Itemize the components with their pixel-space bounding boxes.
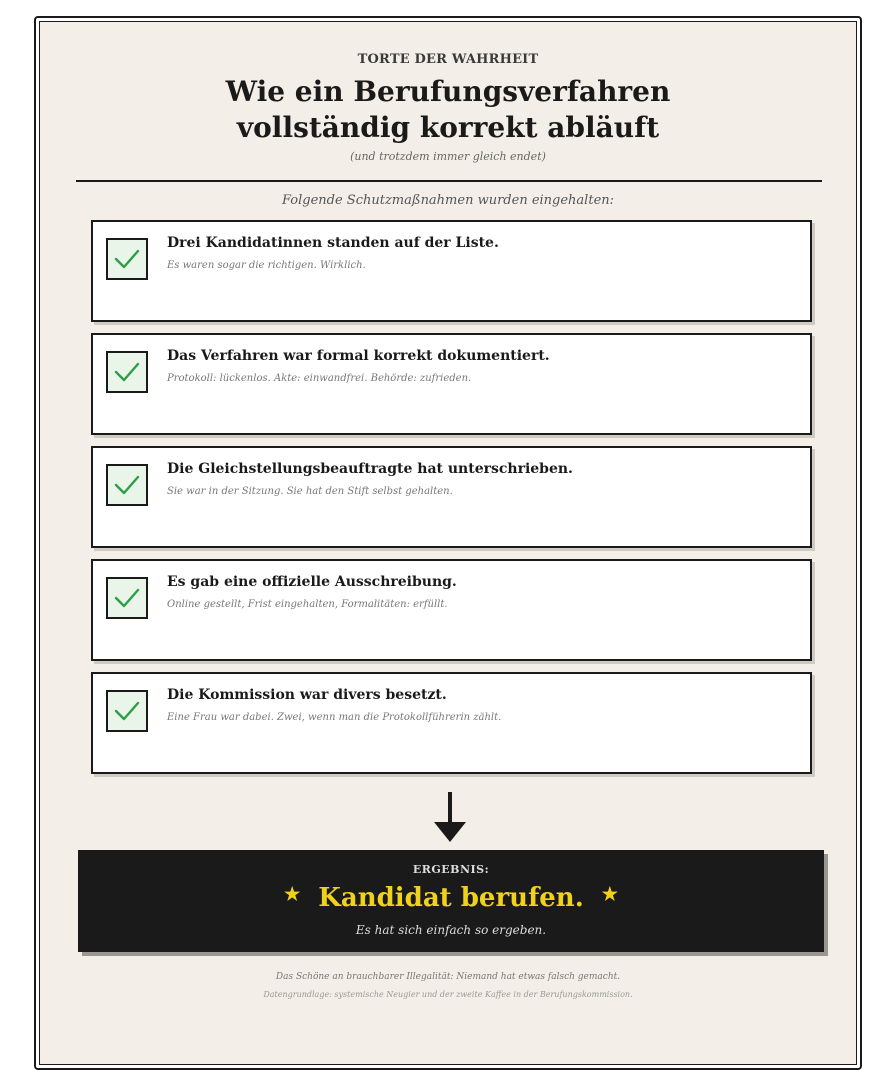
checklist-item [91,672,812,774]
result-headline-row [78,883,824,913]
page-subtitle: (und trotzdem immer gleich endet) [350,150,546,163]
checkbox-checked [106,577,148,619]
checklist-item-subtitle: Protokoll: lückenlos. Akte: einwandfrei. Behörde: zufrieden. [167,373,472,384]
checklist-item-subtitle: Online gestellt, Frist eingehalten, Formalitäten: erfüllt. [167,599,448,610]
divider [76,180,822,182]
checkmark-icon [113,585,141,611]
page-frame [34,16,862,1070]
checklist-item-subtitle: Eine Frau war dabei. Zwei, wenn man die Protokollführerin zählt. [167,712,502,723]
page-content [39,21,857,1065]
checkbox-checked [106,464,148,506]
arrow-down-icon [432,792,468,844]
result-banner [78,850,824,952]
checklist-item-title: Die Kommission war divers besetzt. [167,687,447,703]
checkbox-checked [106,351,148,393]
footer-source: Datengrundlage: systemische Neugier und der zweite Kaffee in der Berufungskommission. [263,990,633,999]
checklist-item [91,559,812,661]
star-icon: ★ [601,884,618,905]
checklist-item-subtitle: Sie war in der Sitzung. Sie hat den Stift selbst gehalten. [167,486,453,497]
title-line-1: Wie ein Berufungsverfahren [225,75,671,108]
intro-text: Folgende Schutzmaßnahmen wurden eingehalten: [281,193,615,208]
footer-note: Das Schöne an brauchbarer Illegalität: Niemand hat etwas falsch gemacht. [275,972,621,982]
page-title [40,74,856,146]
checklist-item [91,333,812,435]
checklist-item-title: Es gab eine offizielle Ausschreibung. [167,574,457,590]
checkmark-icon [113,698,141,724]
checklist-item-title: Das Verfahren war formal korrekt dokumentiert. [167,348,550,364]
checkmark-icon [113,472,141,498]
checklist [91,220,812,785]
checkmark-icon [113,246,141,272]
checklist-item-subtitle: Es waren sogar die richtigen. Wirklich. [167,260,366,271]
checkbox-checked [106,238,148,280]
checklist-item-title: Die Gleichstellungsbeauftragte hat unterschrieben. [167,461,573,477]
checkmark-icon [113,359,141,385]
result-label: ERGEBNIS: [412,863,490,876]
checklist-item-title: Drei Kandidatinnen standen auf der Liste. [167,235,499,251]
checklist-item [91,446,812,548]
title-line-2: vollständig korrekt abläuft [236,111,660,144]
checkbox-checked [106,690,148,732]
result-subtitle: Es hat sich einfach so ergeben. [355,923,547,937]
result-headline: Kandidat berufen. [318,883,584,913]
star-icon: ★ [284,884,301,905]
checklist-item [91,220,812,322]
kicker: TORTE DER WAHRHEIT [357,52,539,67]
